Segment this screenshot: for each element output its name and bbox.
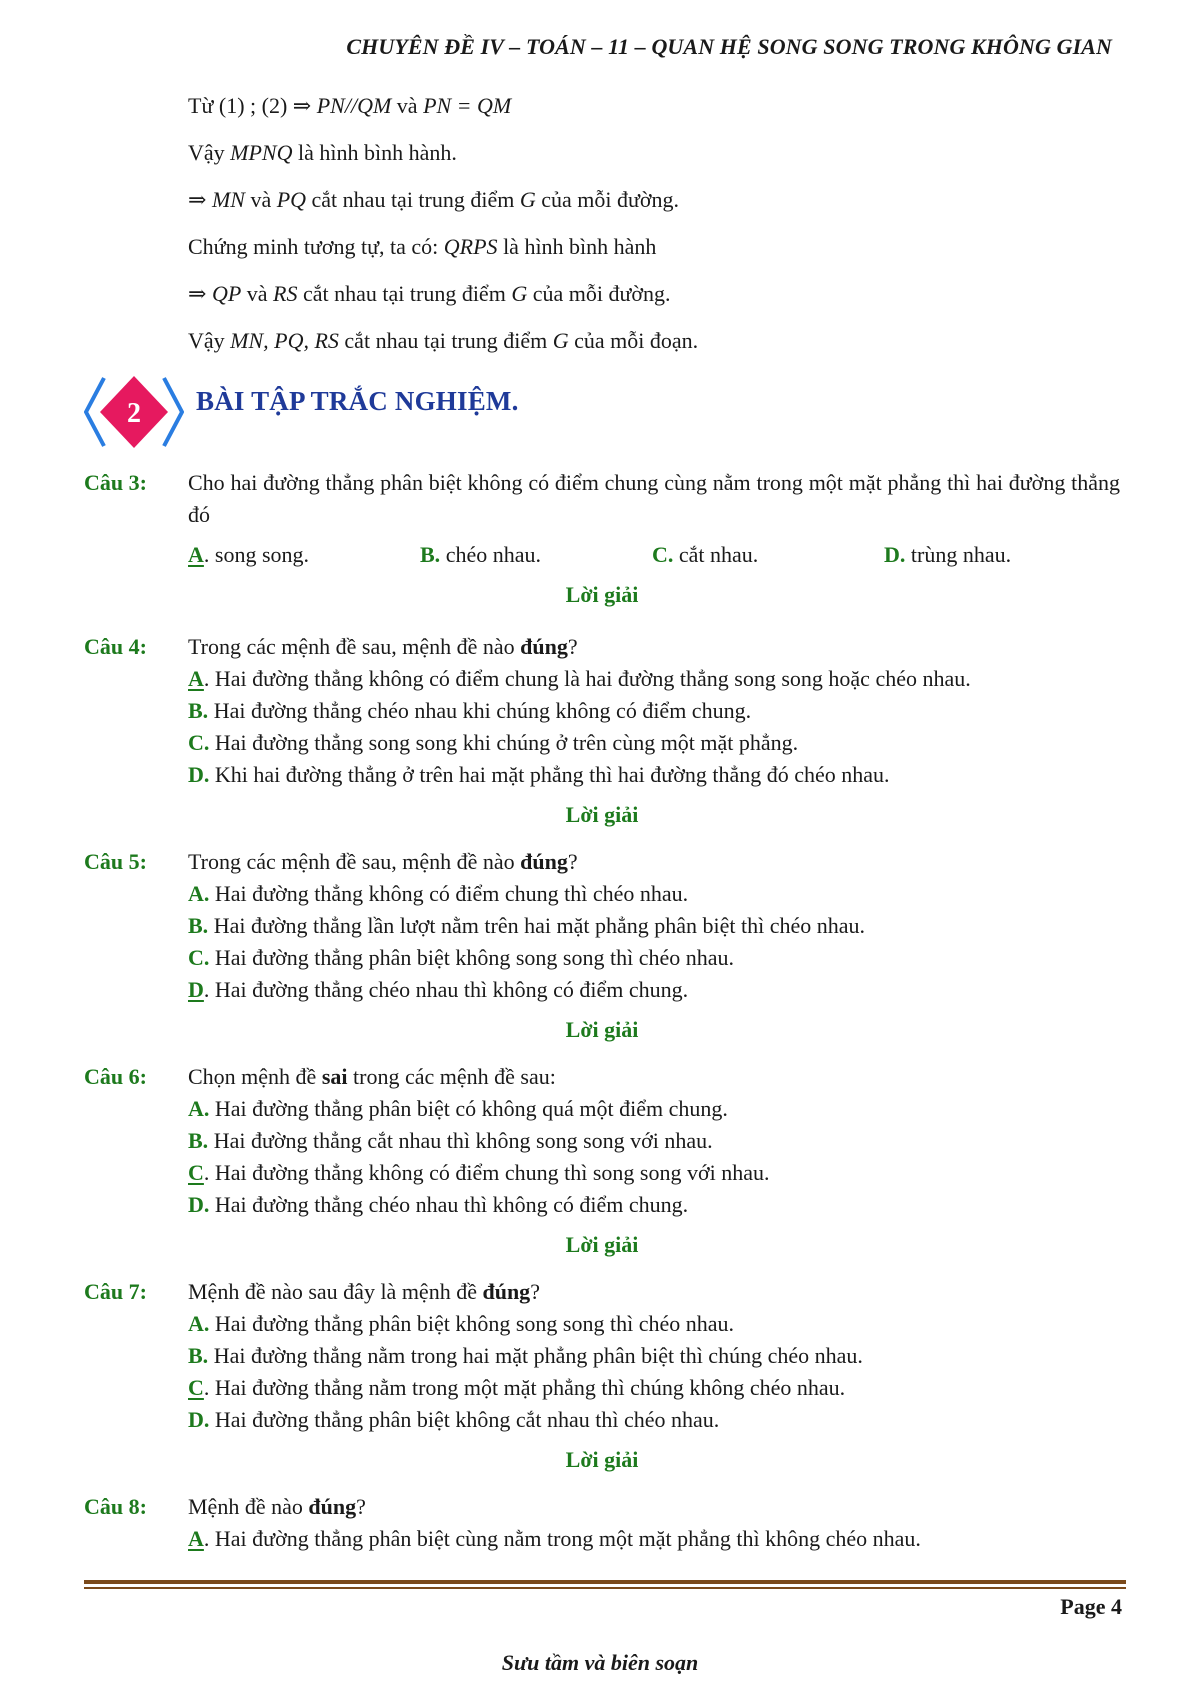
question-8 <box>84 1491 1120 1555</box>
question-number: Câu 8: <box>84 1494 147 1519</box>
question-number: Câu 7: <box>84 1279 147 1304</box>
question-text: Mệnh đề nào sau đây là mệnh đề đúng? <box>188 1279 540 1304</box>
question-text: Chọn mệnh đề sai trong các mệnh đề sau: <box>188 1064 556 1089</box>
option-a: A. Hai đường thẳng phân biệt không song song thì chéo nhau. <box>188 1311 734 1336</box>
solution-heading: Lời giải <box>565 1447 639 1472</box>
option-a: A. Hai đường thẳng không có điểm chung là hai đường thẳng song song hoặc chéo nhau. <box>188 666 971 691</box>
question-text: Cho hai đường thẳng phân biệt không có điểm chung cùng nằm trong một mặt phẳng thì hai đường thẳng đó <box>188 470 1120 527</box>
question-text: Mệnh đề nào đúng? <box>188 1494 366 1519</box>
solution-heading: Lời giải <box>565 1232 639 1257</box>
question-text: Trong các mệnh đề sau, mệnh đề nào đúng? <box>188 849 578 874</box>
option-c: C. Hai đường thẳng phân biệt không song song thì chéo nhau. <box>188 945 734 970</box>
proof-block <box>188 88 1118 370</box>
proof-line-2: Vậy MPNQ là hình bình hành. <box>188 140 457 165</box>
section-badge-icon <box>84 372 184 452</box>
question-3 <box>84 467 1120 611</box>
option-c: C. Hai đường thẳng không có điểm chung thì song song với nhau. <box>188 1160 770 1185</box>
option-a: A. Hai đường thẳng phân biệt cùng nằm trong một mặt phẳng thì không chéo nhau. <box>188 1526 921 1551</box>
proof-line-1: Từ (1) ; (2) ⇒ PN//QM và PN = QM <box>188 93 512 118</box>
proof-line-5: ⇒ QP và RS cắt nhau tại trung điểm G của mỗi đường. <box>188 281 671 306</box>
footer-rule-thin <box>84 1587 1126 1589</box>
section-title: BÀI TẬP TRẮC NGHIỆM. <box>196 386 519 416</box>
option-b: B. Hai đường thẳng cắt nhau thì không song song với nhau. <box>188 1128 713 1153</box>
running-header: CHUYÊN ĐỀ IV – TOÁN – 11 – QUAN HỆ SONG SONG TRONG KHÔNG GIAN <box>346 34 1112 59</box>
footer-rule-thick <box>84 1580 1126 1584</box>
proof-line-6: Vậy MN, PQ, RS cắt nhau tại trung điểm G của mỗi đoạn. <box>188 328 699 353</box>
question-number: Câu 4: <box>84 634 147 659</box>
page-number: Page 4 <box>1060 1594 1122 1619</box>
option-b: B. chéo nhau. <box>420 542 541 567</box>
section-number: 2 <box>127 398 141 429</box>
proof-line-4: Chứng minh tương tự, ta có: QRPS là hình bình hành <box>188 234 657 259</box>
question-4 <box>84 631 1120 831</box>
section-heading <box>84 372 984 452</box>
question-number: Câu 3: <box>84 470 147 495</box>
option-b: B. Hai đường thẳng lần lượt nằm trên hai mặt phẳng phân biệt thì chéo nhau. <box>188 913 866 938</box>
question-5 <box>84 846 1120 1046</box>
option-d: D. Hai đường thẳng chéo nhau thì không có điểm chung. <box>188 977 689 1002</box>
question-number: Câu 6: <box>84 1064 147 1089</box>
question-7 <box>84 1276 1120 1476</box>
option-a: A. Hai đường thẳng không có điểm chung thì chéo nhau. <box>188 881 689 906</box>
option-d: D. Hai đường thẳng phân biệt không cắt nhau thì chéo nhau. <box>188 1407 720 1432</box>
option-d: D. Khi hai đường thẳng ở trên hai mặt phẳng thì hai đường thẳng đó chéo nhau. <box>188 762 890 787</box>
options-row <box>188 539 1120 571</box>
question-6 <box>84 1061 1120 1261</box>
footer-credit: Sưu tầm và biên soạn <box>501 1650 699 1675</box>
option-a: A. song song. <box>188 542 310 567</box>
proof-line-3: ⇒ MN và PQ cắt nhau tại trung điểm G của mỗi đường. <box>188 187 680 212</box>
solution-heading: Lời giải <box>565 1017 639 1042</box>
option-d: D. Hai đường thẳng chéo nhau thì không có điểm chung. <box>188 1192 689 1217</box>
option-c: C. Hai đường thẳng nằm trong một mặt phẳng thì chúng không chéo nhau. <box>188 1375 846 1400</box>
question-number: Câu 5: <box>84 849 147 874</box>
option-b: B. Hai đường thẳng chéo nhau khi chúng không có điểm chung. <box>188 698 752 723</box>
option-b: B. Hai đường thẳng nằm trong hai mặt phẳng phân biệt thì chúng chéo nhau. <box>188 1343 863 1368</box>
option-c: C. Hai đường thẳng song song khi chúng ở trên cùng một mặt phẳng. <box>188 730 799 755</box>
option-a: A. Hai đường thẳng phân biệt có không quá một điểm chung. <box>188 1096 728 1121</box>
question-text: Trong các mệnh đề sau, mệnh đề nào đúng? <box>188 634 578 659</box>
solution-heading: Lời giải <box>565 582 639 607</box>
option-d: D. trùng nhau. <box>884 542 1012 567</box>
solution-heading: Lời giải <box>565 802 639 827</box>
option-c: C. cắt nhau. <box>652 542 759 567</box>
